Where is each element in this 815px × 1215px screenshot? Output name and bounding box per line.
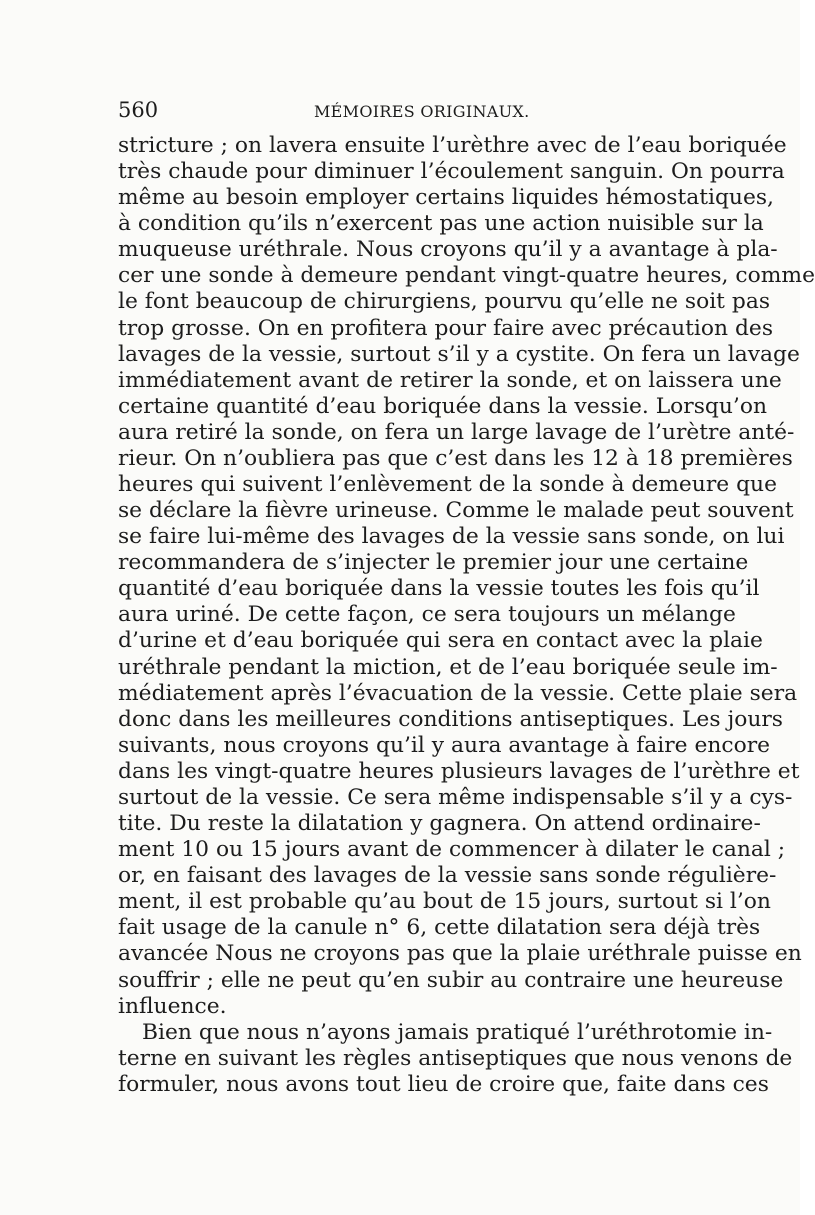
text-line: à condition qu’ils n’exercent pas une action nuisible sur la [118,211,764,237]
page-header [118,95,698,129]
text-line: médiatement après l’évacuation de la vessie. Cette plaie sera [118,680,798,706]
text-line: immédiatement avant de retirer la sonde, et on laissera une [118,367,782,393]
text-line: rieur. On n’oubliera pas que c’est dans les 12 à 18 premières [118,445,793,471]
text-line: avancée Nous ne croyons pas que la plaie uréthrale puisse en [118,941,802,967]
text-line: terne en suivant les règles antiseptiques que nous venons de [118,1045,793,1071]
text-line: d’urine et d’eau boriquée qui sera en contact avec la plaie [118,628,763,654]
text-line: heures qui suivent l’enlèvement de la sonde à demeure que [118,472,777,498]
text-line: uréthrale pendant la miction, et de l’eau boriquée seule im- [118,654,778,680]
text-line: stricture ; on lavera ensuite l’urèthre avec de l’eau boriquée [118,133,787,158]
text-line: recommandera de s’injecter le premier jour une certaine [118,550,749,576]
body-text [118,133,815,1098]
text-line: certaine quantité d’eau boriquée dans la vessie. Lorsqu’on [118,393,767,419]
text-line: aura retiré la sonde, on fera un large lavage de l’urètre anté- [118,419,795,445]
text-line: suivants, nous croyons qu’il y aura avantage à faire encore [118,732,771,758]
text-line: souffrir ; elle ne peut qu’en subir au contraire une heureuse [118,967,784,993]
text-line: fait usage de la canule n° 6, cette dilatation sera déjà très [118,915,761,941]
text-line: se déclare la fièvre urineuse. Comme le malade peut souvent [118,498,794,524]
text-line: tite. Du reste la dilatation y gagnera. On attend ordinaire- [118,811,761,837]
text-line: aura uriné. De cette façon, ce sera toujours un mélange [118,602,736,628]
text-line: cer une sonde à demeure pendant vingt-quatre heures, comme [118,263,815,289]
text-line: lavages de la vessie, surtout s’il y a cystite. On fera un lavage [118,341,800,367]
paragraph-first-line: Bien que nous n’ayons jamais pratiqué l’uréthrotomie in- [142,1019,773,1045]
text-line: se faire lui-même des lavages de la vessie sans sonde, on lui [118,524,785,550]
text-line: ment, il est probable qu’au bout de 15 jours, surtout si l’on [118,889,771,915]
text-line: ment 10 ou 15 jours avant de commencer à dilater le canal ; [118,837,786,863]
page-number: 560 [118,98,159,122]
text-line: le font beaucoup de chirurgiens, pourvu qu’elle ne soit pas [118,289,771,315]
text-line: dans les vingt-quatre heures plusieurs lavages de l’urèthre et [118,758,800,784]
text-line: surtout de la vessie. Ce sera même indispensable s’il y a cys- [118,784,793,810]
text-line: très chaude pour diminuer l’écoulement sanguin. On pourra [118,159,785,185]
text-line: influence. [118,993,227,1019]
text-line: muqueuse uréthrale. Nous croyons qu’il y a avantage à pla- [118,237,778,263]
text-line: donc dans les meilleures conditions antiseptiques. Les jours [118,706,783,732]
text-line: formuler, nous avons tout lieu de croire que, faite dans ces [118,1071,769,1097]
text-line: même au besoin employer certains liquides hémostatiques, [118,185,774,211]
text-line: quantité d’eau boriquée dans la vessie toutes les fois qu’il [118,576,760,602]
text-line: trop grosse. On en profitera pour faire avec précaution des [118,315,774,341]
running-title: MÉMOIRES ORIGINAUX. [314,102,530,121]
text-line: or, en faisant des lavages de la vessie sans sonde régulière- [118,863,777,889]
